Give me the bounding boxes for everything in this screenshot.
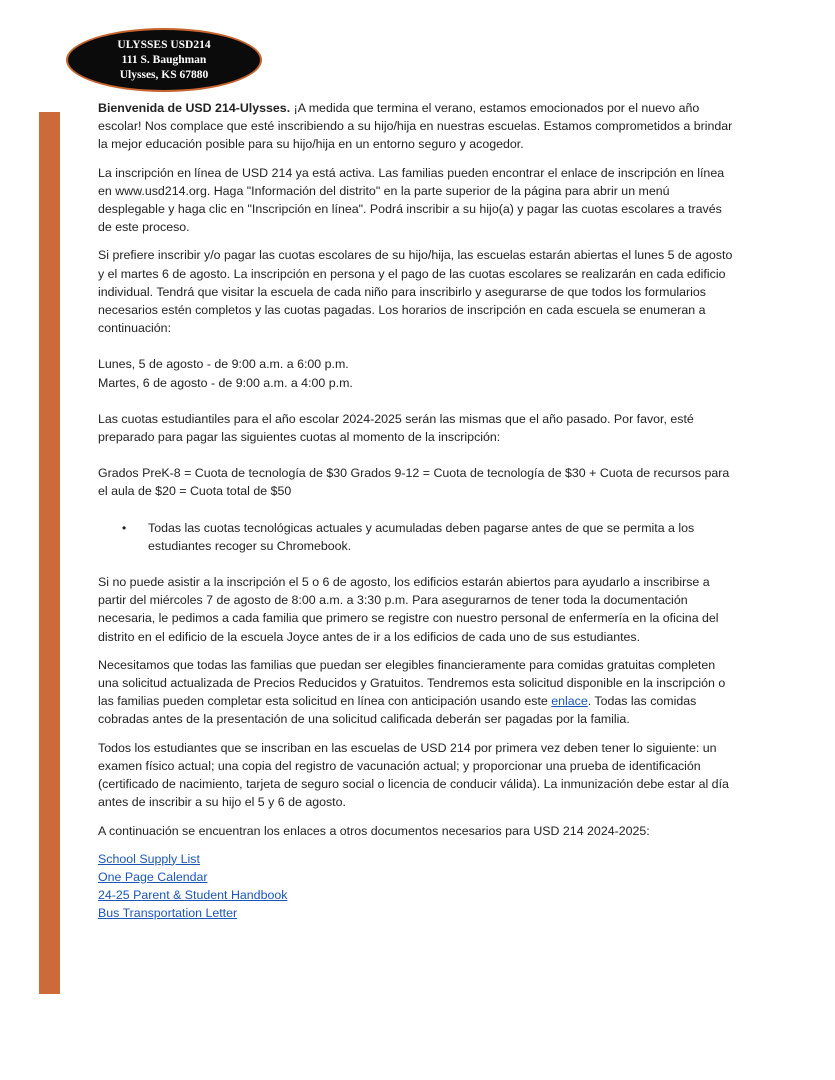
document-links bbox=[98, 850, 738, 923]
in-person-paragraph: Si prefiere inscribir y/o pagar las cuotas escolares de su hijo/hija, las escuelas estarán abiertas el lunes 5 de agosto y el martes 6 de agosto. La inscripción en persona y el pago de las cuotas escolares se realizarán en cada edificio individual. Tendrá que visitar la escuela de cada niño para inscribirlo y asegurarse de que todos los formularios necesarios estén completos y las cuotas pagadas. Los horarios de inscripción en cada escuela se enumeran a continuación: bbox=[98, 248, 733, 336]
schedule-tuesday: Martes, 6 de agosto - de 9:00 a.m. a 4:00 p.m. bbox=[98, 375, 353, 390]
district-name: ULYSSES USD214 bbox=[117, 38, 211, 51]
chromebook-note-list bbox=[98, 519, 738, 555]
side-accent-bar bbox=[39, 112, 60, 994]
meals-text-after: . Todas las comidas cobradas antes de la presentación de una solicitud calificada deberán ser pagadas por la familia. bbox=[98, 694, 697, 727]
fees-paragraph: Las cuotas estudiantiles para el año escolar 2024-2025 serán las mismas que el año pasado. Por favor, esté preparado para pagar las siguientes cuotas al momento de la inscripción: bbox=[98, 411, 694, 445]
meals-application-link[interactable]: enlace bbox=[551, 694, 588, 709]
district-logo-oval bbox=[66, 28, 262, 92]
grades-fees-paragraph: Grados PreK-8 = Cuota de tecnología de $30 Grados 9-12 = Cuota de tecnología de $30 + Cuota de recursos para el aula de $20 = Cuota total de $50 bbox=[98, 466, 730, 499]
links-intro-paragraph: A continuación se encuentran los enlaces a otros documentos necesarios para USD 214 2024-2025: bbox=[98, 823, 650, 838]
handbook-link[interactable]: 24-25 Parent & Student Handbook bbox=[98, 888, 288, 903]
district-street: 111 S. Baughman bbox=[121, 53, 207, 66]
one-page-calendar-link[interactable]: One Page Calendar bbox=[98, 869, 208, 884]
schedule-monday: Lunes, 5 de agosto - de 9:00 a.m. a 6:00 p.m. bbox=[98, 357, 349, 372]
new-students-paragraph: Todos los estudiantes que se inscriban en las escuelas de USD 214 por primera vez deben tener lo siguiente: un examen físico actual; una copia del registro de vacunación actual; y proporcionar una prueba de identificación (certificado de nacimiento, tarjeta de seguro social o licencia de conducir válida). La inmunización debe estar al día antes de inscribir a su hijo el 5 y 6 de agosto. bbox=[98, 740, 729, 810]
chromebook-note-item: • Todas las cuotas tecnológicas actuales y acumuladas deben pagarse antes de que se permita a los estudiantes recoger su Chromebook. bbox=[98, 519, 738, 555]
welcome-text: ¡A medida que termina el verano, estamos emocionados por el nuevo año escolar! Nos complace que esté inscribiendo a su hijo/hija en nuestras escuelas. Estamos comprometidos a brindar la mejor educación posible para su hijo/hija en un entorno seguro y acogedor. bbox=[98, 101, 733, 152]
school-supply-list-link[interactable]: School Supply List bbox=[98, 851, 200, 866]
online-registration-paragraph: La inscripción en línea de USD 214 ya está activa. Las familias pueden encontrar el enlace de inscripción en línea en www.usd214.org. Haga "Información del distrito" en la parte superior de la página para abrir un menú desplegable y haga clic en "Inscripción en línea". Podrá inscribir a su hijo(a) y pagar las cuotas escolares a través de este proceso. bbox=[98, 165, 725, 235]
meals-paragraph bbox=[98, 656, 738, 729]
district-city: Ulysses, KS 67880 bbox=[119, 68, 209, 81]
welcome-paragraph bbox=[98, 99, 738, 154]
welcome-heading: Bienvenida de USD 214-Ulysses. bbox=[98, 101, 291, 115]
letter-body bbox=[98, 99, 738, 923]
meals-text-before: Necesitamos que todas las familias que puedan ser elegibles financieramente para comidas gratuitas completen una solicitud actualizada de Precios Reducidos y Gratuitos. Tendremos esta solicitud disponible en la inscripción o las familias pueden completar esta solicitud en línea con anticipación usando este bbox=[98, 657, 726, 709]
absent-paragraph: Si no puede asistir a la inscripción el 5 o 6 de agosto, los edificios estarán abiertos para ayudarlo a inscribirse a partir del miércoles 7 de agosto de 8:00 a.m. a 3:30 p.m. Para asegurarnos de tener toda la documentación necesaria, le pedimos a cada familia que primero se registre con nuestro personal de enfermería en la oficina del distrito en el edificio de la escuela Joyce antes de ir a los edificios de cada uno de sus estudiantes. bbox=[98, 575, 719, 644]
bus-transportation-letter-link[interactable]: Bus Transportation Letter bbox=[98, 906, 238, 921]
